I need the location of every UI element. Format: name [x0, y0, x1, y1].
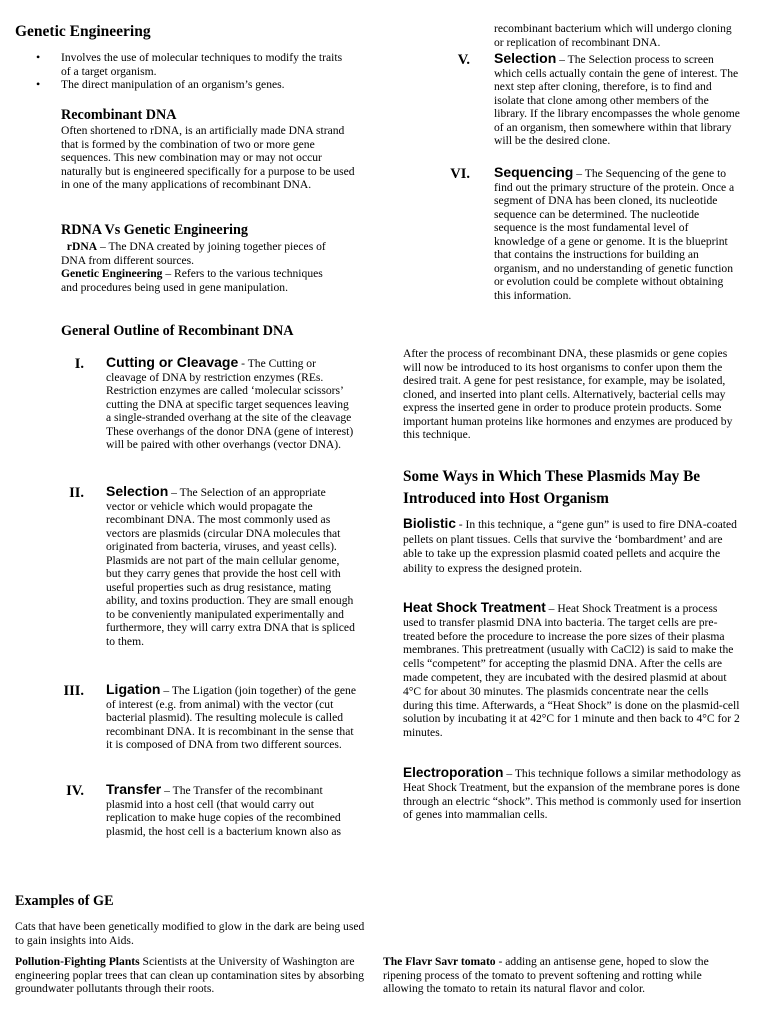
step-term: Cutting or Cleavage — [106, 354, 239, 370]
step-number: V. — [457, 52, 470, 68]
rdna-term: rDNA — [66, 240, 98, 253]
step-number: IV. — [66, 783, 84, 799]
method-electroporation — [403, 766, 748, 822]
method-term: Biolistic — [403, 516, 456, 531]
step-text — [106, 356, 356, 452]
step-number: III. — [63, 683, 84, 699]
step-separator: – — [168, 486, 180, 499]
rdna-vs-ge-heading: RDNA Vs Genetic Engineering — [61, 222, 248, 238]
step-number: I. — [74, 356, 84, 372]
step-separator: - — [238, 357, 248, 370]
step-term: Transfer — [106, 781, 162, 797]
example-flavr-savr-tomato — [383, 955, 745, 996]
step-4-continuation: recombinant bacterium which will undergo cloning or replication of recombinant DNA. — [494, 22, 732, 49]
step-term: Sequencing — [494, 164, 574, 180]
step-text — [494, 52, 744, 148]
step-term: Selection — [494, 50, 557, 66]
intro-bullet-list — [15, 51, 345, 92]
rdna-definition — [61, 240, 331, 267]
step-text — [106, 485, 356, 648]
method-text: – This technique follows a similar methodology as Heat Shock Treatment, but the expansion of the membrane pores is done through an electric “shock”. This method is commonly used for insertion of genes into mammalian cells. — [403, 767, 742, 822]
example-text: - adding an antisense gene, hoped to slow the ripening process of the tomato to prevent softening and rotting while allowing the tomato to retain its natural flavor and color. — [383, 955, 709, 995]
step-term: Ligation — [106, 681, 161, 697]
step-term: Selection — [106, 483, 169, 499]
step-description: The Selection of an appropriate vector or vehicle which would propagate the recombinant DNA. The most commonly used as vectors are plasmids (circular DNA molecules that originated from bacteria, viruses, and yeast cells). Plasmids are not part of the main cellular genome, but they carry genes that provide the host cell with useful properties such as drug resistance, mating ability, and toxins production. They are small enough to be conveniently manipulated experimentally and furthermore, they will carry extra DNA that is spliced to them. — [106, 486, 355, 648]
example-term: Pollution-Fighting Plants — [15, 955, 140, 968]
ge-definition — [61, 267, 331, 294]
step-text — [106, 783, 346, 838]
examples-heading: Examples of GE — [15, 893, 114, 909]
step-number: VI. — [450, 166, 470, 182]
recombinant-dna-heading: Recombinant DNA — [61, 107, 177, 123]
example-glowing-cats: Cats that have been genetically modified to glow in the dark are being used to gain insights into Aids. — [15, 920, 365, 947]
method-heat-shock — [403, 601, 741, 740]
list-item: • Involves the use of molecular techniques to modify the traits of a target organism. — [15, 51, 345, 78]
step-description: The Sequencing of the gene to find out the primary structure of the protein. Once a segment of DNA has been cloned, its nucleotide sequence can be determined. The nucleotide sequence is the most fundamental level of knowledge of a gene or genome. It is the blueprint that contains the instructions for building an organism, and no understanding of genetic function or evolution could be complete without obtaining this information. — [494, 167, 735, 302]
method-term: Electroporation — [403, 765, 504, 780]
ge-term: Genetic Engineering — [61, 267, 163, 280]
step-separator: – — [556, 53, 568, 66]
step-description: The Selection process to screen which cells actually contain the gene of interest. The next step after cloning, therefore, is to find and isolate that clone among other members of the library. If the library encompasses the whole genome of an organism, then somewhere within that library will be the desired clone. — [494, 53, 740, 147]
method-text: – Heat Shock Treatment is a process used to transfer plasmid DNA into bacteria. The target cells are pre-treated before the procedure to increase the pore sizes of their plasma membranes. This pretreatment (usually with CaCl2) is said to make the cells “competent” for accepting the plasmid DNA. After the cells are made competent, they are incubated with the desired plasmid at about 4°C for about 30 minutes. The plasmids concentrate near the cells during this time. Afterwards, a “Heat Shock” is done on the plasmid-cell solution by incubating it at 42°C for 1 minute and then back to 4°C for 2 minutes. — [403, 602, 740, 740]
step-description: The Cutting or cleavage of DNA by restriction enzymes (REs. Restriction enzymes are called ‘molecular scissors’ cutting the DNA at specific target sequences leaving a single-stranded overhang at the site of the cleavage These overhangs of the donor DNA (gene of interest) will be paired with other overhangs (vector DNA). — [106, 357, 354, 451]
outline-heading: General Outline of Recombinant DNA — [61, 323, 294, 339]
step-description: The Transfer of the recombinant plasmid into a host cell (that would carry out replication to make huge copies of the recombined plasmid, the host cell is a bacterium known also as — [106, 784, 342, 838]
method-term: Heat Shock Treatment — [403, 600, 546, 615]
ge-text: – Refers to the various techniques and procedures being used in gene manipulation. — [61, 267, 323, 294]
method-biolistic — [403, 517, 741, 576]
step-number: II. — [69, 485, 84, 501]
example-term: The Flavr Savr tomato — [383, 955, 496, 968]
step-separator: – — [161, 784, 173, 797]
example-text: Scientists at the University of Washington are engineering poplar trees that can clean up contamination sites by absorbing groundwater pollutants through their roots. — [15, 955, 364, 995]
page-title: Genetic Engineering — [15, 23, 151, 40]
plasmid-methods-heading: Some Ways in Which These Plasmids May Be Introduced into Host Organism — [403, 468, 701, 507]
method-text: - In this technique, a “gene gun” is used to fire DNA-coated pellets on plant tissues. Cells that survive the ‘bombardment’ and are able to take up the expression plasmid coated pellets and acquire the ability to express the designed protein. — [403, 518, 737, 575]
rdna-text: – The DNA created by joining together pieces of DNA from different sources. — [61, 240, 326, 267]
step-separator: – — [573, 167, 585, 180]
step-text — [494, 166, 742, 302]
step-description: The Ligation (join together) of the gene of interest (e.g. from animal) with the vector (cut bacterial plasmid). The resulting molecule is called recombinant DNA. It is recombinant in the sense that it is composed of DNA from two different sources. — [106, 684, 356, 751]
step-separator: – — [160, 684, 172, 697]
list-item: • The direct manipulation of an organism’s genes. — [15, 78, 345, 92]
recombinant-dna-text: Often shortened to rDNA, is an artificially made DNA strand that is formed by the combination of two or more gene sequences. This new combination may or may not occur naturally but is engineered specifically for a purpose to be used in one of the many applications of recombinant DNA. — [61, 124, 355, 191]
after-recombinant-text: After the process of recombinant DNA, these plasmids or gene copies will now be introduced to its host organisms to confer upon them the desired trait. A gene for pest resistance, for example, may be isolated, cloned, and inserted into plant cells. Alternatively, bacterial cells may express the inserted gene in order to produce protein products. Some important human proteins like hormones and enzymes are produced by this technique. — [403, 347, 733, 441]
example-pollution-plants — [15, 955, 377, 996]
step-text — [106, 683, 358, 752]
